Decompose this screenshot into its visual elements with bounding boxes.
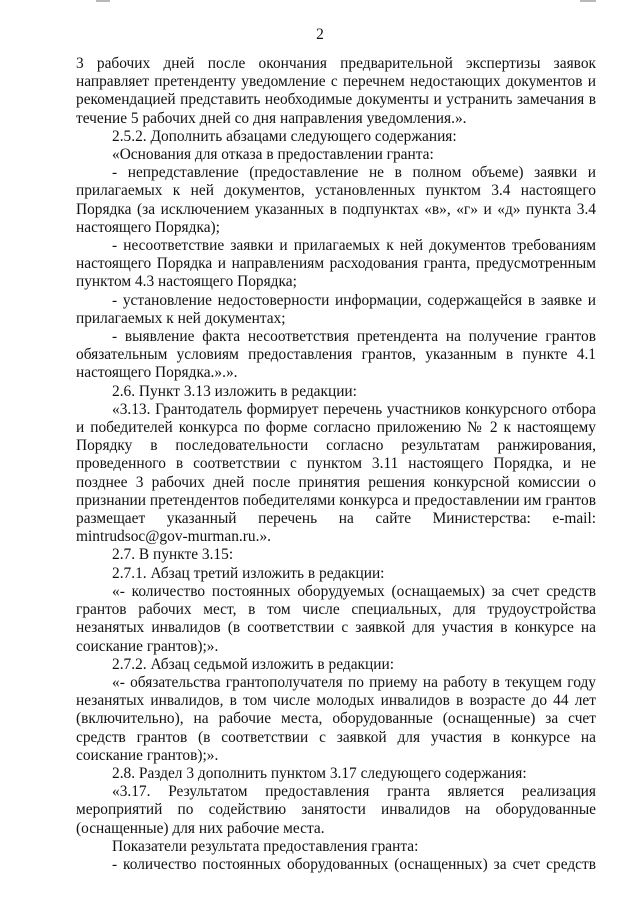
paragraph: 2.7.1. Абзац третий изложить в редакции: xyxy=(112,564,385,582)
document-body xyxy=(76,55,596,874)
paragraph: - выявление факта несоответствия претендента на получение грантов обязательным условиям предоставления грантов, указанным в пункте 4.1 настоящего Порядка.».». xyxy=(76,328,596,382)
paragraph: - установление недостоверности информации, содержащейся в заявке и прилагаемых к ней документах; xyxy=(76,291,596,327)
paragraph: - количество постоянных оборудованных (оснащенных) за счет средств xyxy=(112,855,596,873)
paragraph: «- обязательства грантополучателя по приему на работу в текущем году незанятых инвалидов, в том числе молодых инвалидов в возрасте до 44 лет (включительно), на рабочие места, оборудованные (оснащенные) за счет средств грантов (в соответствии с заявкой для участия в конкурсе на соискание грантов);». xyxy=(76,673,596,764)
paragraph: «Основания для отказа в предоставлении гранта: xyxy=(112,146,434,164)
paragraph: «- количество постоянных оборудуемых (оснащаемых) за счет средств грантов рабочих мест, в том числе специальных, для трудоустройства незанятых инвалидов (в соответствии с заявкой для участия в конкурсе на соискание грантов);». xyxy=(76,582,596,655)
paragraph: 3 рабочих дней после окончания предварительной экспертизы заявок направляет претенденту уведомление с перечнем недостающих документов и рекомендацией представить необходимые документы и устранить замечания в течение 5 рабочих дней со дня направления уведомления.». xyxy=(76,55,596,127)
paragraph: - несоответствие заявки и прилагаемых к ней документов требованиям настоящего Порядка и направлениям расходования гранта, предусмотренным пунктом 4.3 настоящего Порядка; xyxy=(76,237,596,291)
paragraph: 2.6. Пункт 3.13 изложить в редакции: xyxy=(112,382,357,400)
top-edge-mark-right xyxy=(580,0,596,2)
paragraph: «3.13. Грантодатель формирует перечень участников конкурсного отбора и победителей конкурса по форме согласно приложению № 2 к настоящему Порядку в последовательности согласно результатам ранжирования, проведенного в соответствии с пунктом 3.11 настоящего Порядка, и не позднее 3 рабочих дней после принятия решения конкурсной комиссии о признании претендентов победителями конкурса и предоставлении им грантов размещает указанный перечень на сайте Министерства: e-mail: mintrudsoc@gov-murman.ru.». xyxy=(76,400,596,546)
paragraph: 2.7.2. Абзац седьмой изложить в редакции: xyxy=(112,655,394,673)
paragraph: 2.8. Раздел 3 дополнить пунктом 3.17 следующего содержания: xyxy=(112,764,527,782)
paragraph: «3.17. Результатом предоставления гранта является реализация мероприятий по содействию занятости инвалидов на оборудованные (оснащенные) для них рабочие места. xyxy=(76,783,596,837)
paragraph: 2.7. В пункте 3.15: xyxy=(112,546,234,564)
paragraph: - непредставление (предоставление не в полном объеме) заявки и прилагаемых к ней документов, установленных пунктом 3.4 настоящего Порядка (за исключением указанных в подпунктах «в», «г» и «д» пункта 3.4 настоящего Порядка); xyxy=(76,164,596,236)
top-edge-mark-left xyxy=(96,0,110,2)
page-number: 2 xyxy=(316,26,324,43)
paragraph: Показатели результата предоставления гранта: xyxy=(112,837,419,855)
paragraph: 2.5.2. Дополнить абзацами следующего содержания: xyxy=(112,127,457,145)
